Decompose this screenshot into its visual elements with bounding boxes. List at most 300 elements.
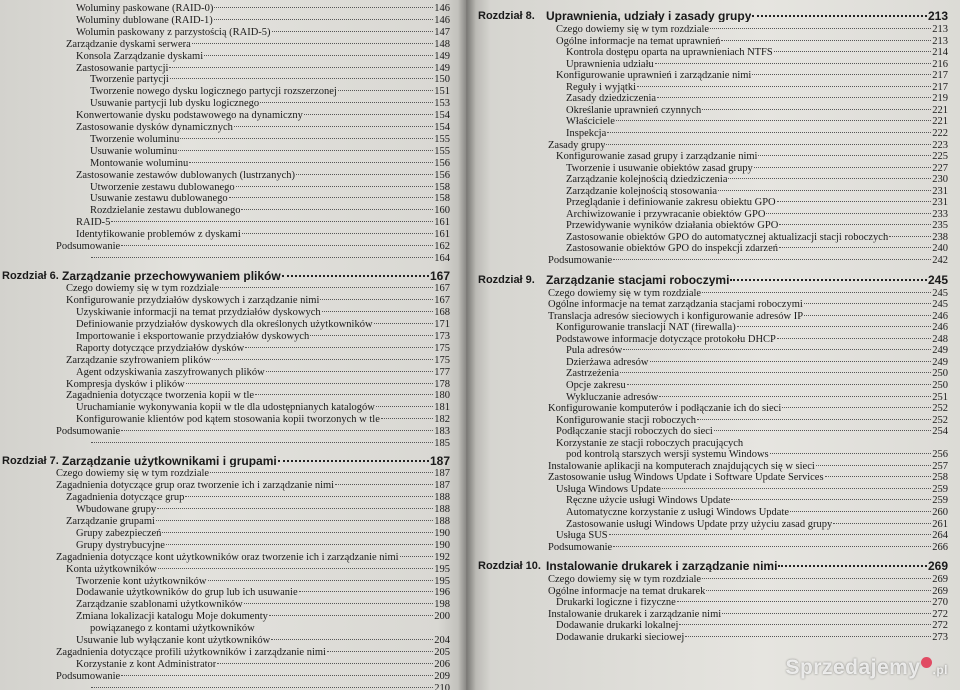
dot-leader (245, 347, 433, 348)
chapter-title: Uprawnienia, udziały i zasady grupy (546, 10, 752, 22)
toc-entry (66, 296, 450, 307)
entry-title: Podsumowanie (56, 671, 121, 682)
chapter-number: Rozdział 6. (2, 269, 59, 282)
entry-title: Zastosowanie dysków dynamicznych (76, 123, 233, 133)
page-number: 187 (434, 480, 450, 492)
page-number: 250 (932, 379, 948, 391)
entry-title: Ogólne informacje na temat drukarek (548, 586, 706, 597)
toc-entry (556, 621, 948, 632)
page-number: 206 (434, 658, 450, 670)
entry-title: Dodawanie użytkowników do grup lub ich usuwanie (76, 588, 298, 599)
entry-title: Przeglądanie i definiowanie zakresu obiektu GPO (566, 198, 776, 209)
toc-entry (548, 141, 948, 152)
dot-leader (702, 292, 931, 293)
page-number: 214 (932, 47, 948, 59)
dot-leader (204, 55, 433, 56)
toc-entry (548, 575, 948, 586)
page-number: 209 (434, 670, 450, 682)
entry-title: Pula adresów (566, 346, 623, 357)
dot-leader (790, 511, 931, 512)
page-number: 216 (932, 58, 948, 70)
dot-leader (728, 178, 931, 179)
entry-title: Usuwanie lub wyłączanie kont użytkowników (76, 636, 271, 646)
dot-leader (721, 40, 931, 41)
entry-title: Zastosowanie zestawów dublowanych (lustrzanych) (76, 170, 295, 181)
page-number: 245 (932, 287, 948, 299)
toc-entry (76, 505, 450, 516)
dot-leader (607, 132, 931, 133)
entry-title: Zagadnienia dotyczące grup (66, 493, 185, 504)
toc-entry (76, 218, 450, 229)
dot-leader (637, 86, 931, 87)
entry-title: Przewidywanie wyników działania obiektów GPO (566, 221, 779, 232)
entry-title: Podsumowanie (56, 427, 121, 438)
dot-leader (679, 624, 931, 625)
entry-title: Raporty dotyczące przydziałów dysków (76, 343, 245, 354)
entry-title: Instalowanie aplikacji na komputerach znajdujących się w sieci (548, 461, 815, 472)
page-number: 225 (932, 151, 948, 163)
entry-title: Zarządzanie kolejnością dziedziczenia (566, 175, 728, 186)
toc-entry (76, 660, 450, 671)
dot-leader (655, 63, 931, 64)
page-number: 257 (932, 460, 948, 472)
page-number: 269 (932, 585, 948, 597)
toc-entry (76, 529, 450, 540)
dot-leader (236, 186, 434, 187)
entry-title: Zarządzanie dyskami serwera (66, 39, 191, 50)
entry-title: Czego dowiemy się w tym rozdziale (556, 25, 710, 35)
toc-entry (76, 332, 450, 343)
dot-leader (650, 361, 932, 362)
toc-entry (76, 600, 450, 611)
entry-title: Rozdzielanie zestawu dublowanego (90, 206, 241, 217)
dot-leader (170, 78, 433, 79)
entry-title: Określanie uprawnień czynnych (566, 105, 702, 116)
toc-entry (556, 416, 948, 427)
page-number: 177 (434, 366, 450, 378)
toc-entry (556, 427, 948, 438)
page-number: 261 (932, 518, 948, 530)
toc-entry (566, 210, 948, 221)
entry-title: Zarządzanie szyfrowaniem plików (66, 355, 212, 366)
entry-title: Zagadnienia dotyczące kont użytkowników oraz tworzenie ich i zarządzanie nimi (56, 552, 399, 563)
left-page (0, 0, 466, 690)
toc-entry (66, 380, 450, 391)
dot-leader (730, 279, 927, 281)
entry-title: Drukarki logiczne i fizyczne (556, 598, 676, 609)
page-number: 259 (932, 483, 948, 495)
toc-entry (90, 87, 450, 98)
dot-leader (296, 174, 433, 175)
toc-entry (556, 485, 948, 496)
entry-title: Właściciele (566, 117, 615, 128)
chapter-title: Zarządzanie stacjami roboczymi (546, 273, 730, 286)
chapter-heading (546, 10, 948, 22)
toc-entry (548, 543, 948, 554)
dot-leader (400, 556, 434, 557)
dot-leader (189, 162, 433, 163)
dot-leader (255, 394, 433, 395)
toc-entry (90, 159, 450, 170)
dot-leader (266, 371, 434, 372)
toc-right (466, 0, 960, 690)
dot-leader (659, 396, 931, 397)
page-number: 167 (429, 268, 450, 283)
entry-title: Tworzenie nowego dysku logicznego partycji rozszerzonej (90, 87, 337, 98)
chapter-heading (546, 274, 948, 286)
entry-title: Dodawanie drukarki lokalnej (556, 621, 679, 632)
dot-leader (158, 568, 434, 569)
page-number: 149 (434, 50, 450, 62)
dot-leader (774, 51, 932, 52)
page-number: 148 (434, 38, 450, 50)
dot-leader (777, 201, 932, 202)
chapter-title: Zarządzanie użytkownikami i grupami (62, 454, 277, 467)
page-number: 249 (932, 345, 948, 357)
entry-title: Zagadnienia dotyczące tworzenia kopii w tle (66, 391, 255, 402)
toc-entry (556, 37, 948, 48)
toc-entry (66, 517, 450, 528)
entry-title: Konwertowanie dysku podstawowego na dynamiczny (76, 111, 303, 122)
toc-entry (566, 450, 948, 461)
entry-title: Zagadnienia dotyczące profili użytkowników i zarządzanie nimi (56, 647, 326, 658)
dot-leader (722, 613, 931, 614)
page-number: 156 (434, 157, 450, 169)
dot-leader (91, 257, 433, 258)
page-number: 205 (434, 646, 450, 658)
page-number: 213 (927, 9, 948, 23)
page-number: 269 (932, 574, 948, 586)
entry-title: Podsumowanie (548, 256, 613, 266)
page-number: 230 (932, 174, 948, 186)
dot-leader (766, 213, 931, 214)
toc-entry (76, 541, 450, 552)
entry-title: Konfigurowanie klientów pod kątem stosowania kopii tworzonych w tle (76, 415, 380, 426)
entry-title: powiązanego z kontami użytkowników (90, 624, 255, 635)
page-number: 272 (932, 608, 948, 620)
dot-leader (322, 311, 434, 312)
entry-title: Podsumowanie (56, 242, 121, 252)
dot-leader (121, 245, 433, 246)
toc-entry (566, 393, 948, 404)
page-number: 175 (434, 342, 450, 354)
dot-leader (714, 430, 931, 431)
entry-title: Grupy dystrybucyjne (76, 540, 165, 551)
page-number: 146 (434, 14, 450, 26)
watermark-dot-icon (921, 657, 932, 668)
page-number: 188 (434, 516, 450, 527)
page-number: 190 (434, 539, 450, 551)
page-number: 221 (932, 104, 948, 116)
dot-leader (121, 675, 433, 676)
toc-entry (90, 194, 450, 205)
toc-entry (556, 439, 948, 450)
page-number: 185 (434, 438, 450, 449)
page-number: 154 (434, 110, 450, 122)
dot-leader (210, 472, 433, 473)
toc-entry (548, 404, 948, 415)
entry-title: Zarządzanie szablonami użytkowników (76, 600, 243, 611)
entry-title: Ogólne informacje na temat uprawnień (556, 36, 721, 47)
entry-title: Opcje zakresu (566, 380, 626, 391)
page-number: 196 (434, 587, 450, 599)
toc-entry (548, 462, 948, 473)
dot-leader (613, 546, 931, 547)
page-number: 168 (434, 307, 450, 319)
entry-title: Tworzenie woluminu (90, 134, 180, 145)
entry-title: Podstawowe informacje dotyczące protokołu DHCP (556, 334, 776, 345)
dot-leader (217, 663, 433, 664)
chapter-title: Zarządzanie przechowywaniem plików (62, 269, 281, 282)
page-number: 146 (434, 3, 450, 14)
page-number: 195 (434, 575, 450, 587)
toc-entry (90, 624, 450, 635)
toc-entry (66, 284, 450, 295)
page-number: 183 (434, 426, 450, 438)
page-number: 217 (932, 70, 948, 82)
entry-title: Tworzenie partycji (90, 75, 169, 86)
entry-title: Usługa SUS (556, 531, 608, 542)
entry-title: Czego dowiemy się w tym rozdziale (548, 575, 702, 586)
page-number: 187 (434, 468, 450, 480)
dot-leader (754, 167, 932, 168)
dot-leader (758, 155, 931, 156)
toc-entry (566, 187, 948, 198)
entry-title: Usuwanie woluminu (90, 146, 178, 157)
toc-entry (76, 230, 450, 241)
dot-leader (192, 43, 433, 44)
entry-title: Usługa Windows Update (556, 484, 661, 495)
watermark-logo (785, 656, 948, 680)
dot-leader (178, 150, 433, 151)
page-number: 154 (434, 122, 450, 133)
page-number: 246 (932, 310, 948, 322)
dot-leader (782, 407, 931, 408)
chapter-number: Rozdział 8. (478, 10, 535, 22)
dot-leader (627, 384, 931, 385)
dot-leader (272, 31, 434, 32)
page-number: 161 (434, 217, 450, 229)
page-number: 213 (932, 24, 948, 35)
entry-title: Agent odzyskiwania zaszyfrowanych plików (76, 367, 265, 378)
dot-leader (91, 687, 433, 688)
page-number: 231 (932, 185, 948, 197)
page-number: 273 (932, 631, 948, 643)
entry-title: Konfigurowanie stacji roboczych (556, 415, 696, 426)
entry-title: Zmiana lokalizacji katalogu Moje dokumenty (76, 612, 268, 623)
toc-entry (76, 577, 450, 588)
page-number: 175 (434, 354, 450, 366)
page-number: 235 (932, 220, 948, 232)
entry-title: Archiwizowanie i przywracanie obiektów GPO (566, 209, 766, 220)
page-number: 181 (434, 402, 450, 414)
dot-leader (613, 259, 931, 260)
page-number: 231 (932, 197, 948, 209)
toc-entry (566, 358, 948, 369)
page-number: 190 (434, 527, 450, 539)
toc-entry (76, 368, 450, 379)
dot-leader (299, 591, 434, 592)
toc-entry (90, 183, 450, 194)
dot-leader (156, 520, 433, 521)
dot-leader (278, 460, 429, 462)
toc-entry (90, 147, 450, 158)
page-number: 213 (932, 35, 948, 47)
page-number: 221 (932, 116, 948, 128)
toc-entry (56, 648, 450, 659)
toc-entry (76, 588, 450, 599)
toc-entry (566, 129, 948, 140)
page-number: 195 (434, 563, 450, 575)
toc-entry (76, 415, 450, 426)
dot-leader (320, 299, 433, 300)
entry-title: Zastosowanie usługi Windows Update przy użyciu zasad grupy (566, 519, 833, 530)
dot-leader (752, 74, 931, 75)
toc-entry (76, 344, 450, 355)
dot-leader (706, 590, 931, 591)
toc-entry (548, 473, 948, 484)
entry-title: Definiowanie przydziałów dyskowych dla określonych użytkowników (76, 320, 373, 330)
dot-leader (804, 303, 931, 304)
toc-entry (548, 587, 948, 598)
page-number: 167 (434, 283, 450, 295)
dot-leader (244, 603, 433, 604)
dot-leader (752, 15, 927, 17)
entry-title: Wykluczanie adresów (566, 392, 659, 403)
toc-entry (548, 300, 948, 311)
toc-entry (56, 553, 450, 564)
toc-entry (56, 469, 450, 480)
page-number: 222 (932, 127, 948, 139)
toc-entry (566, 175, 948, 186)
dot-leader (234, 126, 433, 127)
toc-entry (566, 48, 948, 59)
entry-title: Instalowanie drukarek i zarządzanie nimi (548, 609, 722, 620)
page-number: 227 (932, 162, 948, 174)
dot-leader (374, 323, 434, 324)
dot-leader (242, 233, 434, 234)
entry-title: Dzierżawa adresów (566, 357, 649, 368)
entry-title: Zarządzanie kolejnością stosowania (566, 186, 718, 197)
dot-leader (804, 315, 931, 316)
toc-entry (76, 4, 450, 15)
dot-leader (702, 109, 931, 110)
dot-leader (169, 67, 433, 68)
page-number: 266 (932, 541, 948, 553)
toc-entry (90, 439, 450, 450)
toc-entry (556, 598, 948, 609)
entry-title: Tworzenie kont użytkowników (76, 576, 207, 587)
watermark-tld: .pl (932, 663, 948, 677)
page-number: 158 (434, 181, 450, 193)
entry-title: Inspekcja (566, 128, 607, 139)
toc-entry (548, 289, 948, 300)
entry-title: Czego dowiemy się w tym rozdziale (66, 284, 220, 295)
dot-leader (609, 534, 932, 535)
toc-entry (76, 636, 450, 647)
page-number: 171 (434, 319, 450, 330)
entry-title: Konta użytkowników (66, 564, 157, 575)
entry-title: Utworzenie zestawu dublowanego (90, 182, 235, 193)
dot-leader (186, 383, 434, 384)
dot-leader (327, 651, 433, 652)
chapter-heading (62, 455, 450, 467)
dot-leader (269, 615, 433, 616)
dot-leader (616, 120, 931, 121)
page-number: 270 (932, 597, 948, 609)
page-number: 188 (434, 504, 450, 516)
toc-entry (66, 356, 450, 367)
dot-leader (606, 144, 931, 145)
entry-title: Translacja adresów sieciowych i konfigurowanie adresów IP (548, 311, 804, 322)
entry-title: Konfigurowanie przydziałów dyskowych i zarządzanie nimi (66, 296, 320, 307)
page-number: 204 (434, 635, 450, 646)
dot-leader (381, 418, 433, 419)
toc-entry (556, 152, 948, 163)
entry-title: Zasady grupy (548, 140, 606, 151)
chapter-number: Rozdział 7. (2, 454, 59, 467)
entry-title: Montowanie woluminu (90, 158, 189, 169)
entry-title: Podłączanie stacji roboczych do sieci (556, 427, 713, 438)
page-number: 264 (932, 530, 948, 542)
entry-title: Grupy zabezpieczeń (76, 528, 162, 539)
toc-entry (566, 244, 948, 255)
dot-leader (121, 430, 433, 431)
entry-title: Czego dowiemy się w tym rozdziale (56, 469, 210, 480)
page-number: 210 (434, 682, 450, 690)
page-number: 178 (434, 378, 450, 390)
toc-entry (556, 25, 948, 36)
page-number: 238 (932, 231, 948, 243)
dot-leader (777, 338, 931, 339)
dot-leader (180, 138, 433, 139)
dot-leader (212, 359, 433, 360)
toc-entry (66, 40, 450, 51)
dot-leader (271, 639, 433, 640)
toc-entry (566, 346, 948, 357)
dot-leader (260, 102, 433, 103)
dot-leader (657, 97, 931, 98)
entry-title: Ogólne informacje na temat zarządzania stacjami roboczymi (548, 300, 803, 311)
dot-leader (677, 601, 931, 602)
dot-leader (304, 114, 433, 115)
page-number: 254 (932, 426, 948, 438)
entry-title: Woluminy paskowane (RAID-0) (76, 4, 214, 14)
entry-title: Czego dowiemy się w tym rozdziale (548, 288, 702, 299)
entry-title: Wbudowane grupy (76, 505, 157, 516)
page-number: 198 (434, 599, 450, 611)
toc-entry (76, 403, 450, 414)
page-number: 167 (434, 295, 450, 307)
chapter-number: Rozdział 10. (478, 560, 541, 573)
toc-entry (556, 335, 948, 346)
page-number: 153 (434, 98, 450, 110)
toc-entry (56, 427, 450, 438)
page-number: 162 (434, 241, 450, 252)
toc-entry (566, 83, 948, 94)
page-number: 156 (434, 169, 450, 181)
page-number: 217 (932, 81, 948, 93)
page-number: 259 (932, 495, 948, 507)
page-number: 256 (932, 449, 948, 461)
page-number: 155 (434, 145, 450, 157)
page-number: 248 (932, 333, 948, 345)
entry-title: Zastosowanie obiektów GPO do inspekcji zdarzeń (566, 244, 778, 255)
toc-entry (56, 242, 450, 253)
dot-leader (620, 372, 931, 373)
toc-entry (66, 565, 450, 576)
dot-leader (697, 419, 931, 420)
